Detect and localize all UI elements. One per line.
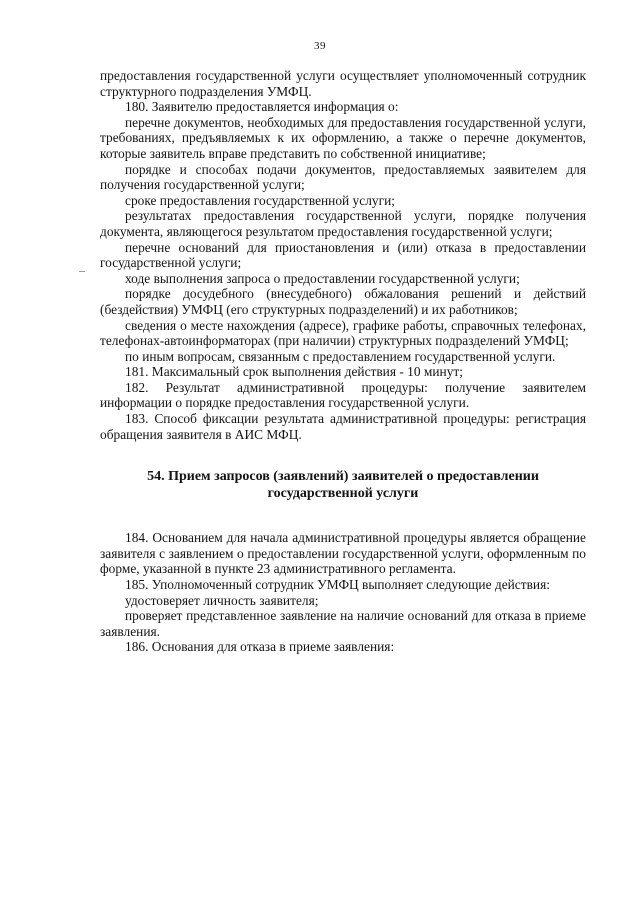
paragraph: сроке предоставления государственной услуги; (125, 192, 395, 208)
page-number: 39 (314, 40, 326, 52)
paragraph: 181. Максимальный срок выполнения действия - 10 минут; (125, 364, 463, 380)
paragraph: ходе выполнения запроса о предоставлении государственной услуги; (125, 270, 520, 286)
margin-mark (79, 271, 85, 272)
section-title: 54. Прием запросов (заявлений) заявителей о предоставлении государственной услуги (147, 469, 539, 502)
paragraph: перечне документов, необходимых для предоставления государственной услуги, требованиях, предъявляемых к их оформлению, а также о перечне документов, которые заявитель вправе представить по собственной инициативе; (100, 114, 586, 161)
paragraph: 182. Результат административной процедуры: получение заявителем информации о порядке предоставления государственной услуги. (100, 379, 586, 411)
paragraph: порядке и способах подачи документов, предоставляемых заявителем для получения государственной услуги; (100, 161, 586, 193)
paragraph: 183. Способ фиксации результата административной процедуры: регистрация обращения заявителя в АИС МФЦ. (100, 411, 586, 442)
paragraph: предоставления государственной услуги осуществляет уполномоченный сотрудник структурного подразделения УМФЦ. (100, 68, 586, 99)
paragraph: 180. Заявителю предоставляется информация о: (125, 99, 399, 115)
paragraph: по иным вопросам, связанным с предоставлением государственной услуги. (125, 348, 556, 364)
paragraph: сведения о месте нахождения (адресе), графике работы, справочных телефонах, телефонах-автоинформаторах (при наличии) структурных подразделений УМФЦ; (100, 317, 586, 349)
paragraph: 184. Основанием для начала административной процедуры является обращение заявителя с заявлением о предоставлении государственной услуги, оформленным по форме, указанной в пункте 23 административного регламента. (100, 530, 586, 577)
paragraph: перечне оснований для приостановления и (или) отказа в предоставлении государственной услуги; (100, 239, 586, 271)
paragraph: 185. Уполномоченный сотрудник УМФЦ выполняет следующие действия: (125, 577, 550, 593)
paragraph: результатах предоставления государственной услуги, порядке получения документа, являющегося результатом предоставления государственной услуги; (100, 208, 586, 239)
paragraph: удостоверяет личность заявителя; (125, 592, 319, 608)
paragraph: 186. Основания для отказа в приеме заявления: (125, 639, 395, 655)
paragraph: проверяет представленное заявление на наличие оснований для отказа в приеме заявления. (100, 608, 586, 639)
paragraph: порядке досудебного (внесудебного) обжалования решений и действий (бездействия) УМФЦ (его структурных подразделений) и их работников; (100, 286, 586, 317)
document-body (100, 68, 586, 655)
